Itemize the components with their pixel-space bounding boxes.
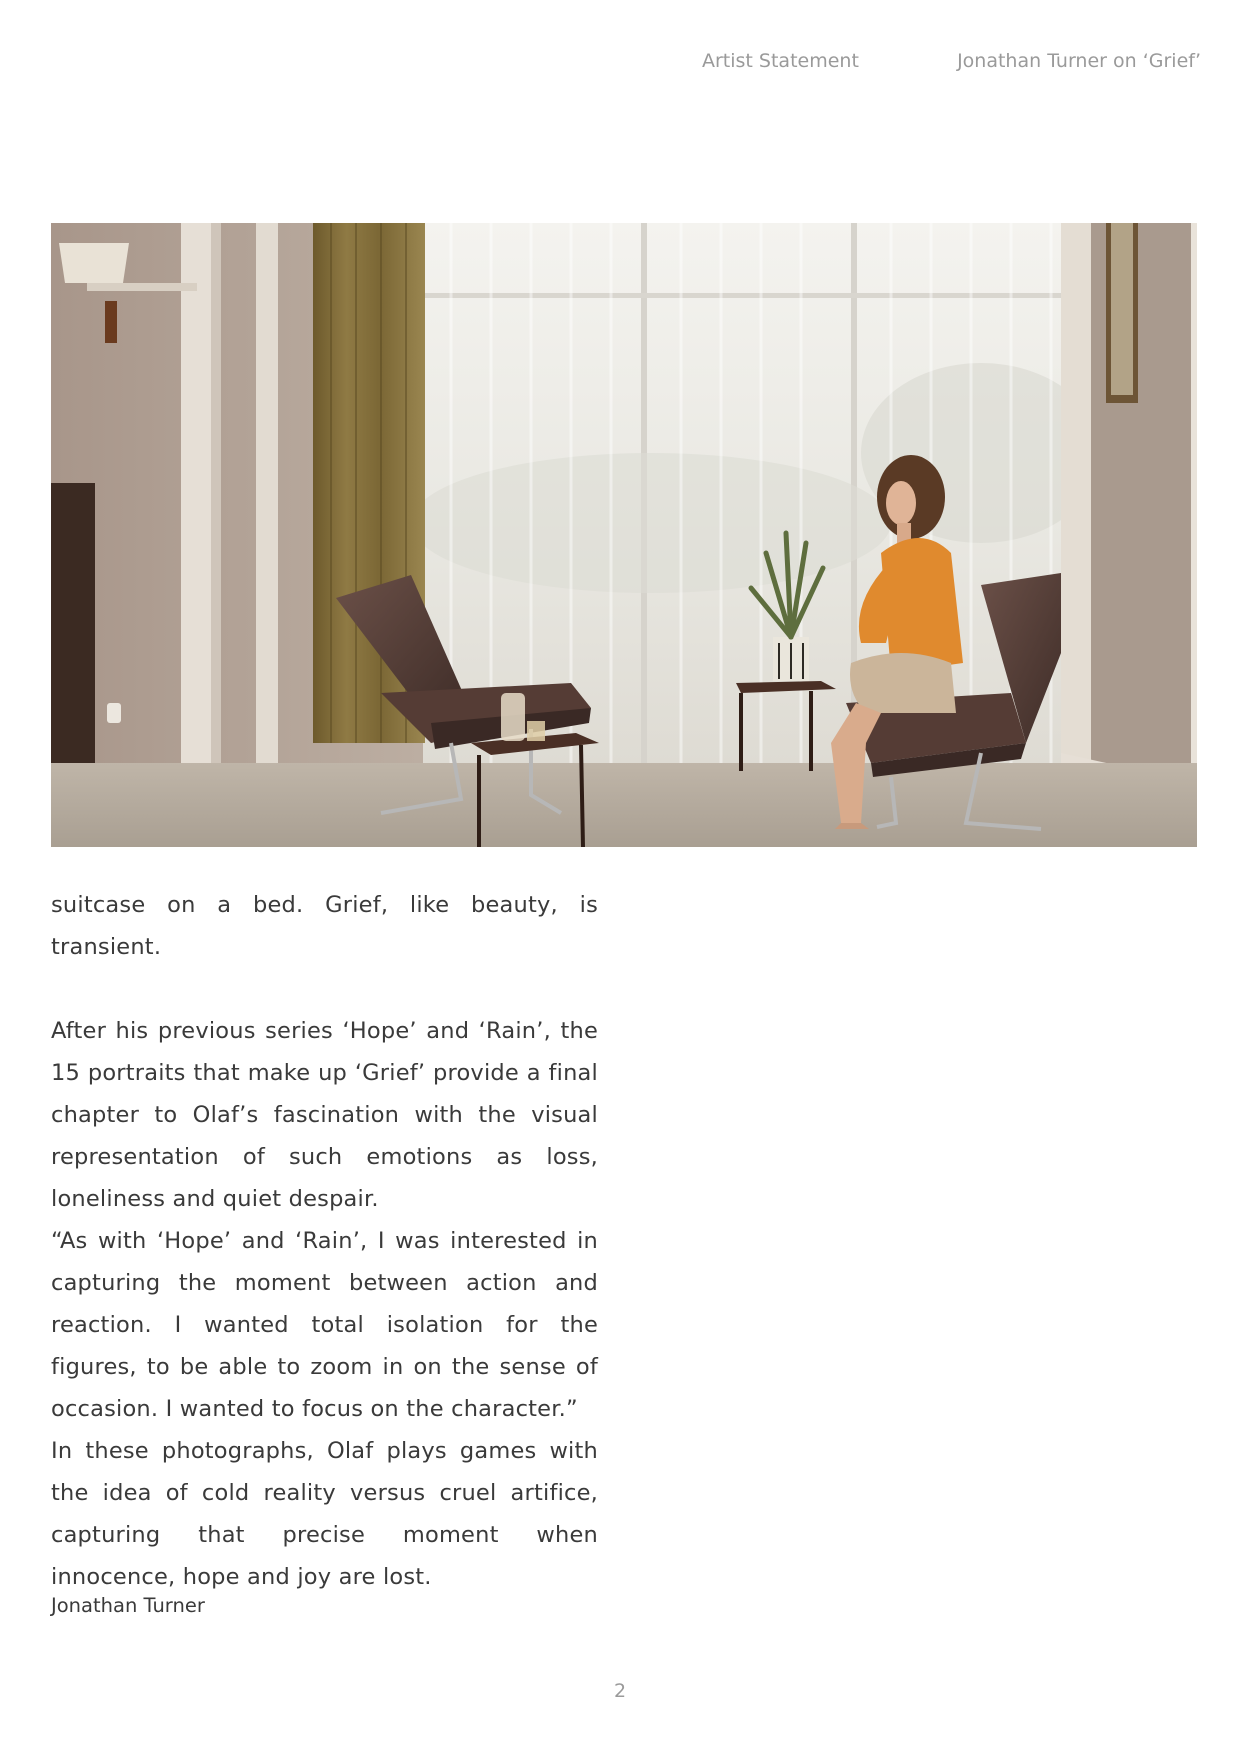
body-paragraph-1: After his previous series ‘Hope’ and ‘Rain’, the 15 portraits that make up ‘Grief’ provide a final chapter to Olaf’s fascination with the visual representation of such emotions as loss, loneliness and quiet despair. xyxy=(51,1018,598,1212)
lead-paragraph: suitcase on a bed. Grief, like beauty, is transient. xyxy=(51,892,598,960)
woman-seated-by-window-photograph xyxy=(51,223,1197,847)
header-section-label: Artist Statement xyxy=(702,50,859,72)
author-signature: Jonathan Turner xyxy=(51,1594,205,1617)
page-header xyxy=(0,50,1240,80)
article-body xyxy=(51,884,598,1598)
body-paragraph-2: “As with ‘Hope’ and ‘Rain’, I was interested in capturing the moment between action and reaction. I wanted total isolation for the figures, to be able to zoom in on the sense of occasion. I wanted to focus on the character.” xyxy=(51,1228,598,1422)
body-paragraph-3: In these photographs, Olaf plays games with the idea of cold reality versus cruel artifice, capturing that precise moment when innocence, hope and joy are lost. xyxy=(51,1438,598,1590)
page-number: 2 xyxy=(613,1680,627,1702)
header-title: Jonathan Turner on ‘Grief’ xyxy=(957,50,1201,72)
